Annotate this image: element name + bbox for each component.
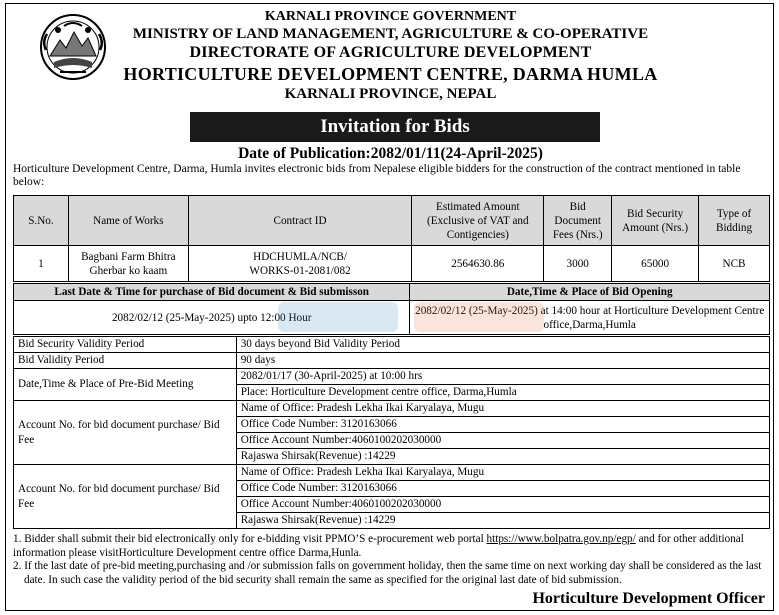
- works-table: [13, 195, 770, 282]
- account2-code: Office Code Number: 3120163066: [236, 481, 769, 497]
- col-sno: S.No.: [14, 196, 69, 246]
- note-2: 2. If the last date of pre-bid meeting,purchasing and /or submission falls on government holiday, then the same time on next working day shall be considered as the last date. In such case the validity period of the bid security shall remain the same as specified for the original last date of bid submission.: [13, 560, 762, 586]
- table-row: [14, 246, 770, 282]
- header-province: KARNALI PROVINCE GOVERNMENT: [264, 9, 517, 24]
- account2-label: Account No. for bid document purchase/ Bid Fee: [14, 465, 237, 529]
- account2-office: Name of Office: Pradesh Lekha Ikai Karyalaya, Mugu: [236, 465, 769, 481]
- account1-number: Office Account Number:4060100202030000: [236, 433, 769, 449]
- header-location: KARNALI PROVINCE, NEPAL: [284, 86, 497, 102]
- details-table: [13, 336, 770, 529]
- office-header: [6, 8, 775, 103]
- col-security: Bid Security Amount (Nrs.): [612, 196, 699, 246]
- cell-estimate: 2564630.86: [412, 246, 544, 282]
- bid-validity-label: Bid Validity Period: [14, 353, 237, 369]
- contract-id-line2: WORKS-01-2081/082: [249, 264, 351, 277]
- col-doc-fee: Bid Document Fees (Nrs.): [544, 196, 612, 246]
- account1-code: Office Code Number: 3120163066: [236, 417, 769, 433]
- security-validity-label: Bid Security Validity Period: [14, 337, 237, 353]
- cell-name: Bagbani Farm Bhitra Gherbar ko kaam: [68, 246, 188, 282]
- header-directorate: DIRECTORATE OF AGRICULTURE DEVELOPMENT: [189, 44, 592, 61]
- prebid-date: 2082/01/17 (30-April-2025) at 10:00 hrs: [236, 369, 769, 385]
- account1-office: Name of Office: Pradesh Lekha Ikai Karyalaya, Mugu: [236, 401, 769, 417]
- intro-paragraph: Horticulture Development Centre, Darma, Humla invites electronic bids from Nepalese eligible bidders for the construction of the contract mentioned in table below:: [13, 163, 741, 188]
- cell-doc-fee: 3000: [544, 246, 612, 282]
- publication-date: Date of Publication:2082/01/11(24-April-2025): [238, 145, 543, 162]
- bid-validity-value: 90 days: [236, 353, 769, 369]
- col-contract-id: Contract ID: [188, 196, 412, 246]
- egp-portal-link[interactable]: https://www.bolpatra.gov.np/egp/: [486, 533, 636, 545]
- cell-sno: 1: [14, 246, 69, 282]
- account2-revenue: Rajaswa Shirsak(Revenue) :14229: [236, 513, 769, 529]
- cell-type: NCB: [699, 246, 770, 282]
- opening-value: 2082/02/12 (25-May-2025) at 14:00 hour at Horticulture Development Centre office,Darma,Humla: [410, 301, 770, 335]
- opening-header: Date,Time & Place of Bid Opening: [410, 284, 770, 301]
- dates-table: [13, 283, 770, 335]
- purchase-value: 2082/02/12 (25-May-2025) upto 12:00 Hour: [14, 301, 410, 335]
- prebid-label: Date,Time & Place of Pre-Bid Meeting: [14, 369, 237, 401]
- purchase-header: Last Date & Time for purchase of Bid document & Bid submisson: [14, 284, 410, 301]
- prebid-place: Place: Horticulture Development centre office, Darma,Humla: [236, 385, 769, 401]
- cell-security: 65000: [612, 246, 699, 282]
- invitation-banner: Invitation for Bids: [190, 112, 600, 142]
- col-estimate: Estimated Amount (Exclusive of VAT and Contigencies): [412, 196, 544, 246]
- account1-label: Account No. for bid document purchase/ Bid Fee: [14, 401, 237, 465]
- security-validity-value: 30 days beyond Bid Validity Period: [236, 337, 769, 353]
- contract-id-line1: HDCHUMLA/NCB/: [253, 250, 347, 263]
- notes: [13, 533, 771, 587]
- header-centre: HORTICULTURE DEVELOPMENT CENTRE, DARMA HUMLA: [123, 64, 658, 84]
- signoff: Horticulture Development Officer: [532, 590, 765, 607]
- notice-page: [5, 3, 774, 611]
- note-1: 1. Bidder shall submit their bid electronically only for e-bidding visit PPMO’S e-procurement web portal https://www.bolpatra.gov.np/egp/ and for other additional information please visitHorticulture Development centre office Darma,Hunla.: [13, 533, 744, 559]
- account1-revenue: Rajaswa Shirsak(Revenue) :14229: [236, 449, 769, 465]
- header-ministry: MINISTRY OF LAND MANAGEMENT, AGRICULTURE & CO-OPERATIVE: [132, 26, 649, 42]
- col-type: Type of Bidding: [699, 196, 770, 246]
- cell-contract-id: [188, 246, 412, 282]
- account2-number: Office Account Number:4060100202030000: [236, 497, 769, 513]
- col-name: Name of Works: [68, 196, 188, 246]
